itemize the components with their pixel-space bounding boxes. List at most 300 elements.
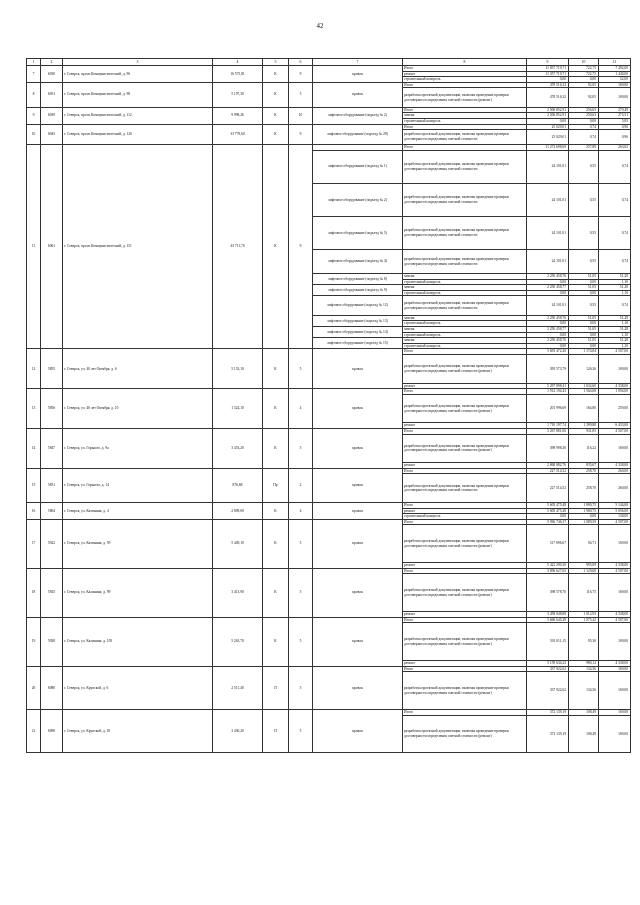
structural-element: кровля	[313, 349, 403, 389]
wall-material: К	[263, 568, 289, 617]
max-unit-cost: 4 338,00	[599, 661, 631, 667]
work-type: разработка проектной документации, включая проведение проверки достоверности определения сметной стоимости	[403, 216, 527, 249]
unit-cost: 258,70	[569, 474, 599, 503]
wall-material: Пр	[263, 468, 289, 502]
max-unit-cost: 7 492,00	[599, 66, 631, 72]
house-address: г. Северск, ул. Крупской, д. 6	[63, 666, 213, 709]
structural-element: кровля	[313, 710, 403, 753]
column-number-header: 10	[569, 59, 599, 66]
max-unit-cost: 0,74	[599, 216, 631, 249]
work-cost: 395 573,79	[527, 355, 569, 384]
unit-cost: 256,65	[569, 107, 599, 113]
unit-cost: 0,55	[569, 296, 599, 315]
structural-element: кровля	[313, 568, 403, 617]
work-type: Итого	[403, 666, 527, 672]
max-unit-cost: 4 338,00	[599, 463, 631, 469]
max-unit-cost: 5 144,00	[599, 502, 631, 508]
work-cost: 337 922,62	[527, 672, 569, 710]
house-address: г. Северск, ул. Крупской, д. 18	[63, 710, 213, 753]
work-cost: 25 029,01	[527, 130, 569, 145]
house-address: г. Северск, ул. Калинина, д. 95	[63, 519, 213, 568]
house-area: 1 322,10	[213, 389, 263, 429]
work-type: разработка проектной документации, включая проведение проверки достоверности определения сметной стоимости	[403, 474, 527, 503]
max-unit-cost: 51,28	[599, 285, 631, 291]
work-cost: 478 516,32	[527, 82, 569, 88]
house-address: г. Северск, ул. Горького, д. 14	[63, 468, 213, 502]
house-area: 5 263,70	[213, 617, 263, 666]
work-type: ремонт	[403, 612, 527, 618]
wall-material: К	[263, 389, 289, 429]
structural-element: лифтовое оборудование (подъезд № 4)	[313, 250, 403, 274]
house-id: 5855	[41, 349, 63, 389]
structural-element: лифтовое оборудование (подъезд № 12)	[313, 296, 403, 315]
work-cost: 5 936 746,37	[527, 519, 569, 525]
house-address: г. Северск, просп.Коммунистический, д. 112	[63, 107, 213, 124]
max-unit-cost: 169,00	[599, 715, 631, 753]
column-number-header: 4	[213, 59, 263, 66]
floor-count: 4	[289, 502, 313, 519]
unit-cost: 92,05	[569, 82, 599, 88]
max-unit-cost: 169,00	[599, 574, 631, 612]
work-type: ремонт	[403, 661, 527, 667]
work-type: разработка проектной документации, включая проведение проверки достоверности определения сметной стоимости (ремонт)	[403, 434, 527, 463]
floor-count: 5	[289, 428, 313, 468]
work-type: разработка проектной документации, включая проведение проверки достоверности определения сметной стоимости (ремонт)	[403, 715, 527, 753]
column-number-header: 1	[27, 59, 41, 66]
work-type: ремонт	[403, 71, 527, 77]
work-type: разработка проектной документации, включая проведение проверки достоверности определения сметной стоимости (ремонт)	[403, 525, 527, 563]
max-unit-cost: 4 338,00	[599, 383, 631, 389]
unit-cost: 108,49	[569, 710, 599, 716]
max-unit-cost: 259,00	[599, 394, 631, 423]
work-type: разработка проектной документации, включая проведение проверки достоверности определения сметной стоимости	[403, 250, 527, 274]
unit-cost: 0,74	[569, 130, 599, 145]
column-number-header: 6	[289, 59, 313, 66]
house-area: 876,68	[213, 468, 263, 502]
work-type: строительный контроль	[403, 77, 527, 83]
structural-element: кровля	[313, 82, 403, 107]
work-cost: 372 139,19	[527, 715, 569, 753]
floor-count: 10	[289, 107, 313, 124]
row-number: 12	[27, 349, 41, 389]
house-area: 33 779,60	[213, 124, 263, 144]
unit-cost: 0,00	[569, 290, 599, 296]
row-number: 9	[27, 107, 41, 124]
row-number: 14	[27, 428, 41, 468]
wall-material: П	[263, 710, 289, 753]
unit-cost: 1 564,68	[569, 389, 599, 395]
unit-cost: 164,80	[569, 394, 599, 423]
work-cost: 478 516,32	[527, 88, 569, 107]
max-unit-cost: 4 507,00	[599, 568, 631, 574]
work-cost: 0,00	[527, 118, 569, 124]
structural-element: лифтовое оборудование (подъезд № 1)	[313, 150, 403, 183]
wall-material: К	[263, 82, 289, 107]
unit-cost: 0,00	[569, 332, 599, 338]
work-type: замена	[403, 285, 527, 291]
wall-material: К	[263, 519, 289, 568]
max-unit-cost: 138,00	[599, 514, 631, 520]
max-unit-cost: 260,00	[599, 468, 631, 474]
work-cost: 5 159 634,23	[527, 661, 569, 667]
house-id: 5922	[41, 519, 63, 568]
work-type: замена	[403, 327, 527, 333]
work-type: ремонт	[403, 508, 527, 514]
max-unit-cost: 0,96	[599, 130, 631, 145]
unit-cost: 257,89	[569, 144, 599, 150]
house-area: 3 430,20	[213, 710, 263, 753]
max-unit-cost: 51,28	[599, 274, 631, 280]
wall-material: К	[263, 617, 289, 666]
work-type: разработка проектной документации, включая проведение проверки достоверности определения сметной стоимости	[403, 183, 527, 216]
work-type: Итого	[403, 144, 527, 150]
floor-count: 5	[289, 568, 313, 617]
row-number: 18	[27, 568, 41, 617]
row-number: 11	[27, 144, 41, 348]
work-type: Итого	[403, 349, 527, 355]
unit-cost: 0,55	[569, 150, 599, 183]
work-cost: 0,00	[527, 343, 569, 349]
house-id: 6045	[41, 124, 63, 144]
work-cost: 24 101,01	[527, 216, 569, 249]
wall-material: К	[263, 428, 289, 468]
max-unit-cost: 0,74	[599, 296, 631, 315]
work-cost: 0,00	[527, 321, 569, 327]
max-unit-cost: 169,00	[599, 710, 631, 716]
work-cost: 25 029,01	[527, 124, 569, 130]
structural-element: лифтовое оборудование (подъезд № 5)	[313, 216, 403, 249]
max-unit-cost: 169,00	[599, 623, 631, 661]
structural-element: кровля	[313, 617, 403, 666]
floor-count: 9	[289, 144, 313, 348]
unit-cost: 0,00	[569, 321, 599, 327]
work-cost: 5 605 475,48	[527, 508, 569, 514]
work-cost: 0,00	[527, 514, 569, 520]
house-id: 6080	[41, 666, 63, 709]
work-type: разработка проектной документации, включая проведение проверки достоверности определения сметной стоимости (ремонт)	[403, 574, 527, 612]
wall-material: К	[263, 349, 289, 389]
max-unit-cost: 4 507,00	[599, 617, 631, 623]
work-cost: 2 250 458,76	[527, 274, 569, 280]
work-type: Итого	[403, 124, 527, 130]
column-number-header: 3	[63, 59, 213, 66]
work-type: Итого	[403, 710, 527, 716]
floor-count: 9	[289, 124, 313, 144]
work-cost: 3 856 627,65	[527, 568, 569, 574]
unit-cost: 931,85	[569, 428, 599, 434]
house-area: 2 809,00	[213, 502, 263, 519]
work-type: ремонт	[403, 423, 527, 429]
house-id: 6031	[41, 82, 63, 107]
unit-cost: 1 075,42	[569, 617, 599, 623]
house-area: 3 453,20	[213, 428, 263, 468]
work-type: строительный контроль	[403, 321, 527, 327]
house-address: г. Северск, просп.Коммунистический, д. 151	[63, 144, 213, 348]
max-unit-cost: 169,00	[599, 666, 631, 672]
house-area: 5 449,10	[213, 519, 263, 568]
unit-cost: 126,26	[569, 355, 599, 384]
work-cost: 24 101,01	[527, 296, 569, 315]
max-unit-cost: 4 507,00	[599, 519, 631, 525]
work-type: замена	[403, 315, 527, 321]
max-unit-cost: 169,00	[599, 434, 631, 463]
house-id: 6090	[41, 710, 63, 753]
floor-count: 5	[289, 82, 313, 107]
work-type: Итого	[403, 617, 527, 623]
structural-element: кровля	[313, 666, 403, 709]
work-type: ремонт	[403, 463, 527, 469]
structural-element: лифтовое оборудование (подъезд № 14)	[313, 327, 403, 338]
work-cost: 337 922,62	[527, 666, 569, 672]
document-table-container	[26, 58, 630, 753]
max-unit-cost: 4 338,00	[599, 612, 631, 618]
house-id: 6030	[41, 66, 63, 83]
column-number-header: 5	[263, 59, 289, 66]
work-cost: 2 250 458,77	[527, 285, 569, 291]
max-unit-cost: 169,00	[599, 355, 631, 384]
row-number: 13	[27, 389, 41, 429]
structural-element: кровля	[313, 519, 403, 568]
structural-element: лифтовое оборудование (подъезд № 28)	[313, 124, 403, 144]
work-type: строительный контроль	[403, 332, 527, 338]
max-unit-cost: 263,63	[599, 144, 631, 150]
work-cost: 398 578,76	[527, 574, 569, 612]
unit-cost: 0,74	[569, 124, 599, 130]
row-number: 7	[27, 66, 41, 83]
floor-count: 2	[289, 468, 313, 502]
max-unit-cost: 1,10	[599, 332, 631, 338]
house-area: 9 998,26	[213, 107, 263, 124]
floor-count: 5	[289, 710, 313, 753]
work-cost: 5 297 898,41	[527, 383, 569, 389]
work-cost: 5 605 475,48	[527, 502, 569, 508]
unit-cost: 722,75	[569, 71, 599, 77]
floor-count: 9	[289, 66, 313, 83]
unit-cost: 0,55	[569, 250, 599, 274]
unit-cost: 1 980,75	[569, 508, 599, 514]
work-type: разработка проектной документации, включая проведение проверки достоверности определения сметной стоимости	[403, 130, 527, 145]
house-id: 6039	[41, 107, 63, 124]
work-cost: 0,00	[527, 77, 569, 83]
house-address: г. Северск, просп.Коммунистический, д. 120	[63, 124, 213, 144]
work-type: Итого	[403, 519, 527, 525]
max-unit-cost: 4 507,00	[599, 428, 631, 434]
work-cost: 3 267 881,06	[527, 428, 569, 434]
max-unit-cost: 51,28	[599, 315, 631, 321]
wall-material: К	[263, 124, 289, 144]
house-address: г. Северск, ул. Горького, д. 9а	[63, 428, 213, 468]
unit-cost: 134,56	[569, 666, 599, 672]
work-type: ремонт	[403, 563, 527, 569]
house-id: 5925	[41, 568, 63, 617]
work-type: замена	[403, 338, 527, 344]
work-cost: 501 011,15	[527, 623, 569, 661]
house-area: 43 711,70	[213, 144, 263, 348]
floor-count: 5	[289, 349, 313, 389]
floor-count: 4	[289, 389, 313, 429]
work-cost: 227 514,52	[527, 474, 569, 503]
column-number-header: 11	[599, 59, 631, 66]
work-type: разработка проектной документации, включая проведение проверки достоверности определения сметной стоимости (ремонт)	[403, 88, 527, 107]
work-cost: 2 250 458,76	[527, 315, 569, 321]
work-type: Итого	[403, 107, 527, 113]
house-address: г. Северск, ул. Калинина, д. 4	[63, 502, 213, 519]
work-cost: 227 514,52	[527, 468, 569, 474]
unit-cost: 258,70	[569, 468, 599, 474]
work-type: Итого	[403, 568, 527, 574]
unit-cost: 95,30	[569, 623, 599, 661]
max-unit-cost: 169,00	[599, 672, 631, 710]
work-type: разработка проектной документации, включая проведение проверки достоверности определения сметной стоимости (ремонт)	[403, 355, 527, 384]
structural-element: лифтовое оборудование (подъезд № 13)	[313, 315, 403, 326]
unit-cost: 94,71	[569, 525, 599, 563]
column-number-header: 8	[403, 59, 527, 66]
unit-cost: 51,05	[569, 285, 599, 291]
work-cost: 0,00	[527, 279, 569, 285]
column-number-row	[27, 59, 631, 66]
unit-cost: 0,00	[569, 279, 599, 285]
column-number-header: 2	[41, 59, 63, 66]
capital-repair-table	[26, 58, 631, 753]
house-area: 2 511,40	[213, 666, 263, 709]
work-type: разработка проектной документации, включая проведение проверки достоверности определения сметной стоимости (ремонт)	[403, 672, 527, 710]
work-type: ремонт	[403, 383, 527, 389]
row-number: 17	[27, 519, 41, 568]
unit-cost: 980,12	[569, 661, 599, 667]
max-unit-cost: 4 507,00	[599, 349, 631, 355]
work-cost: 5 693 472,20	[527, 349, 569, 355]
work-cost: 5 660 645,38	[527, 617, 569, 623]
max-unit-cost: 1,10	[599, 321, 631, 327]
unit-cost: 835,67	[569, 463, 599, 469]
work-type: разработка проектной документации, включая проведение проверки достоверности определения сметной стоимости (ремонт)	[403, 623, 527, 661]
max-unit-cost: 1,10	[599, 279, 631, 285]
unit-cost: 0,00	[569, 77, 599, 83]
work-cost: 0,00	[527, 290, 569, 296]
unit-cost: 0,55	[569, 183, 599, 216]
wall-material: К	[263, 66, 289, 83]
work-type: разработка проектной документации, включая проведение проверки достоверности определения сметной стоимости	[403, 150, 527, 183]
max-unit-cost: 1 094,00	[599, 389, 631, 395]
row-number: 10	[27, 124, 41, 144]
house-area: 3 413,90	[213, 568, 263, 617]
max-unit-cost: 260,00	[599, 474, 631, 503]
work-type: строительный контроль	[403, 279, 527, 285]
row-number: 21	[27, 710, 41, 753]
work-type: Итого	[403, 428, 527, 434]
work-cost: 2 506 852,91	[527, 107, 569, 113]
structural-element: лифтовое оборудование (подъезд № 9)	[313, 285, 403, 296]
column-number-header: 7	[313, 59, 403, 66]
max-unit-cost: 51,28	[599, 327, 631, 333]
house-area: 5 133,10	[213, 349, 263, 389]
wall-material: К	[263, 107, 289, 124]
work-type: замена	[403, 274, 527, 280]
work-type: Итого	[403, 502, 527, 508]
unit-cost: 0,00	[569, 343, 599, 349]
unit-cost: 116,22	[569, 434, 599, 463]
work-cost: 372 139,19	[527, 710, 569, 716]
house-area: 5 197,30	[213, 82, 263, 107]
max-unit-cost: 0,96	[599, 124, 631, 130]
max-unit-cost: 0,74	[599, 150, 631, 183]
structural-element: кровля	[313, 389, 403, 429]
unit-cost: 1 032,60	[569, 383, 599, 389]
work-cost: 11 837 719,71	[527, 66, 569, 72]
wall-material: К	[263, 144, 289, 348]
unit-cost: 51,05	[569, 327, 599, 333]
floor-count: 5	[289, 617, 313, 666]
floor-count: 5	[289, 519, 313, 568]
structural-element: лифтовое оборудование (подъезд № 2)	[313, 183, 403, 216]
house-id: 5864	[41, 502, 63, 519]
work-type: разработка проектной документации, включая проведение проверки достоверности определения сметной стоимости (ремонт)	[403, 394, 527, 423]
work-cost: 2 506 852,91	[527, 113, 569, 119]
work-cost: 11 357 719,71	[527, 71, 569, 77]
row-number: 19	[27, 617, 41, 666]
work-type: Итого	[403, 66, 527, 72]
max-unit-cost: 1 440,00	[599, 71, 631, 77]
work-type: замена	[403, 113, 527, 119]
work-cost: 0,00	[527, 332, 569, 338]
work-cost: 24 101,01	[527, 150, 569, 183]
max-unit-cost: 5 056,00	[599, 508, 631, 514]
house-address: г. Северск, просп.Коммунистический, д. 96	[63, 66, 213, 83]
work-cost: 3 458 048,89	[527, 612, 569, 618]
unit-cost: 1 089,50	[569, 519, 599, 525]
column-number-header: 9	[527, 59, 569, 66]
max-unit-cost: 1,10	[599, 343, 631, 349]
max-unit-cost: 279,49	[599, 107, 631, 113]
unit-cost: 0,00	[569, 514, 599, 520]
wall-material: К	[263, 502, 289, 519]
unit-cost: 92,05	[569, 88, 599, 107]
work-cost: 24 101,01	[527, 250, 569, 274]
unit-cost: 995,09	[569, 563, 599, 569]
work-cost: 398 998,30	[527, 434, 569, 463]
max-unit-cost: 52,00	[599, 77, 631, 83]
wall-material: П	[263, 666, 289, 709]
unit-cost: 1 129,68	[569, 568, 599, 574]
max-unit-cost: 4 338,00	[599, 563, 631, 569]
work-type: Итого	[403, 82, 527, 88]
work-cost: 2 250 458,76	[527, 338, 569, 344]
work-cost: 24 101,01	[527, 183, 569, 216]
house-id: 5928	[41, 617, 63, 666]
unit-cost: 0,55	[569, 216, 599, 249]
work-cost: 1 912 194,43	[527, 389, 569, 395]
row-number: 20	[27, 666, 41, 709]
unit-cost: 0,00	[569, 118, 599, 124]
unit-cost: 134,56	[569, 672, 599, 710]
work-cost: 2 250 458,77	[527, 327, 569, 333]
house-id: 5851	[41, 468, 63, 502]
max-unit-cost: 169,00	[599, 82, 631, 88]
house-id: 5847	[41, 428, 63, 468]
max-unit-cost: 51,28	[599, 338, 631, 344]
unit-cost: 1 980,75	[569, 502, 599, 508]
unit-cost: 1 399,88	[569, 423, 599, 429]
max-unit-cost: 1,10	[599, 290, 631, 296]
max-unit-cost: 169,00	[599, 88, 631, 107]
work-cost: 1 710 197,74	[527, 423, 569, 429]
work-type: строительный контроль	[403, 118, 527, 124]
structural-element: лифтовое оборудование (подъезд № 15)	[313, 338, 403, 349]
house-id: 5856	[41, 389, 63, 429]
max-unit-cost: 0,74	[599, 250, 631, 274]
floor-count: 5	[289, 666, 313, 709]
work-type: разработка проектной документации, включая проведение проверки достоверности определения сметной стоимости	[403, 296, 527, 315]
